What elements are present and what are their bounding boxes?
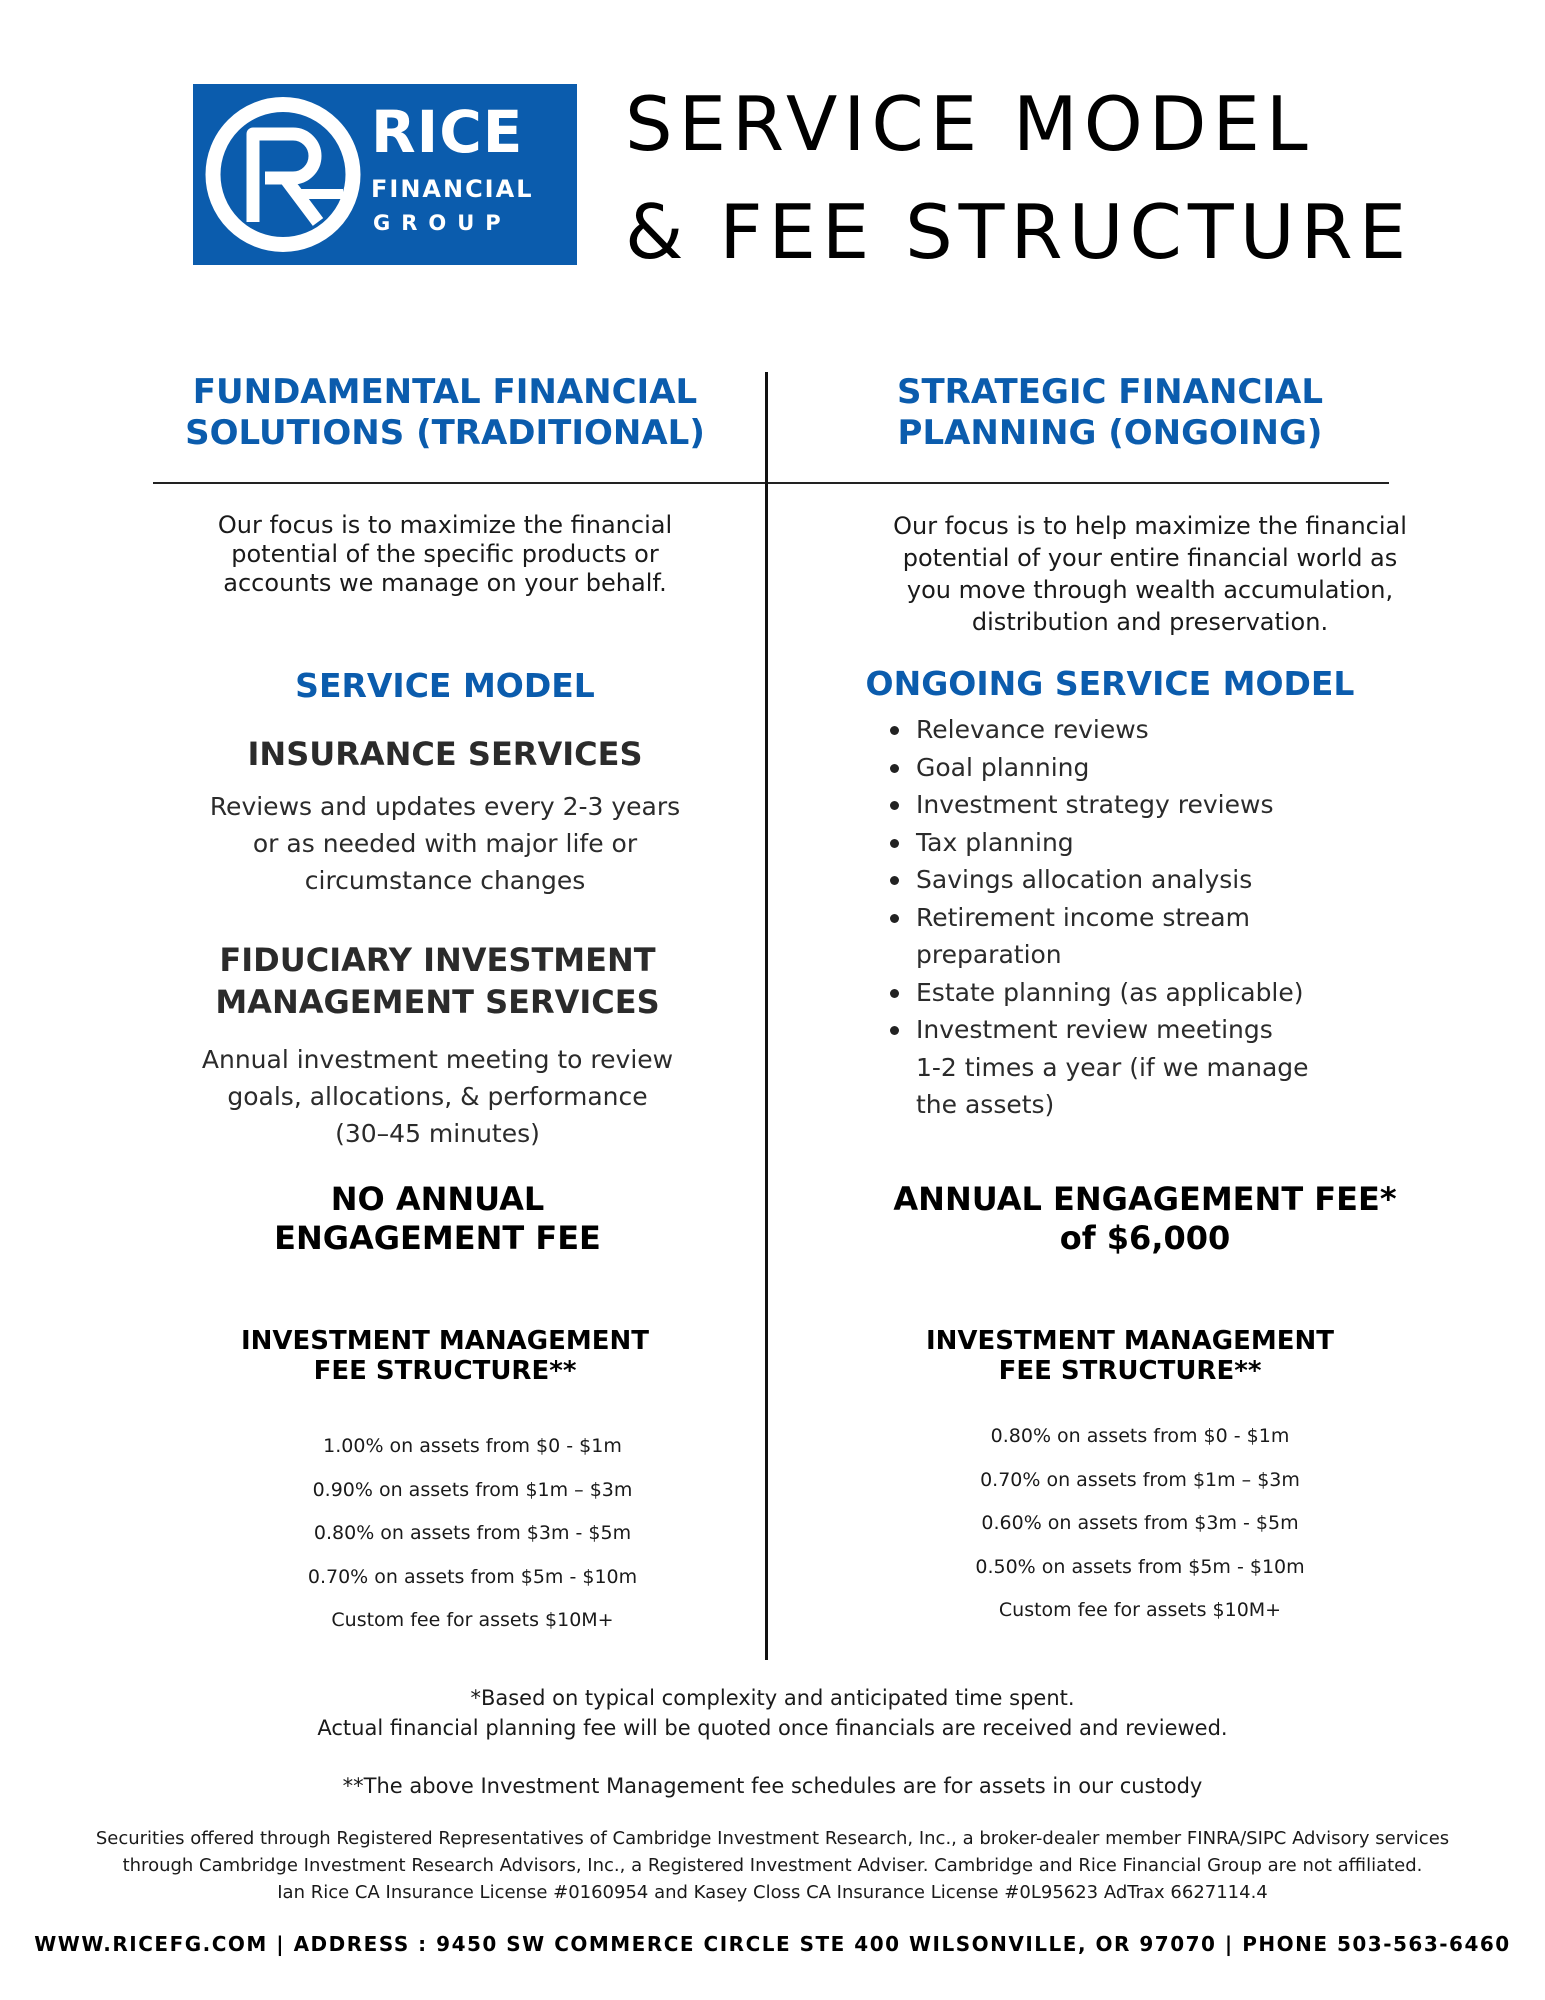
page-title bbox=[625, 70, 1525, 286]
bullet-text-continued: the assets) bbox=[916, 1090, 1055, 1119]
right-mgmt-fee-heading bbox=[830, 1326, 1430, 1386]
insurance-services-title: INSURANCE SERVICES bbox=[247, 735, 643, 773]
fiduciary-line: (30–45 minutes) bbox=[335, 1119, 540, 1148]
list-item bbox=[888, 974, 1388, 1012]
logo-word-rice: RICE bbox=[371, 98, 524, 166]
fiduciary-line: goals, allocations, & performance bbox=[227, 1082, 648, 1111]
fiduciary-line: Annual investment meeting to review bbox=[201, 1045, 674, 1074]
company-logo bbox=[193, 84, 577, 265]
left-heading-line1: FUNDAMENTAL FINANCIAL bbox=[192, 372, 698, 412]
insurance-line: circumstance changes bbox=[304, 866, 586, 895]
right-focus-line: distribution and preservation. bbox=[971, 608, 1329, 636]
fee-tier: 0.50% on assets from $5m - $10m bbox=[975, 1555, 1305, 1578]
fee-tier: Custom fee for assets $10M+ bbox=[331, 1609, 614, 1631]
bullet-text: Tax planning bbox=[916, 827, 1074, 857]
right-focus-line: potential of your entire financial world as bbox=[902, 544, 1398, 572]
left-focus-line: accounts we manage on your behalf. bbox=[223, 569, 667, 597]
fee-tier: 0.70% on assets from $1m – $3m bbox=[980, 1468, 1300, 1491]
right-focus-text bbox=[840, 510, 1460, 638]
fee-tier: 0.80% on assets from $0 - $1m bbox=[990, 1425, 1290, 1447]
left-fee-tiers bbox=[250, 1425, 695, 1643]
right-focus-line: Our focus is to help maximize the financial bbox=[893, 512, 1407, 540]
right-engagement-fee bbox=[830, 1180, 1460, 1258]
bullet-text: Investment review meetings bbox=[916, 1015, 1273, 1044]
left-engagement-fee bbox=[150, 1180, 725, 1258]
list-item bbox=[888, 1011, 1388, 1124]
bullet-text: Savings allocation analysis bbox=[916, 865, 1253, 894]
left-fee-line1: NO ANNUAL bbox=[330, 1180, 545, 1218]
bullet-text-continued: 1-2 times a year (if we manage bbox=[916, 1052, 1309, 1082]
bullet-text: Estate planning (as applicable) bbox=[916, 977, 1304, 1007]
page-title-line2: & FEE STRUCTURE bbox=[625, 188, 1413, 276]
left-focus-text bbox=[150, 511, 740, 598]
disclaimer-line: through Cambridge Investment Research Advisors, Inc., a Registered Investment Adviser. Cambridge and Rice Financial Group are not affiliated. bbox=[122, 1855, 1423, 1876]
vertical-divider bbox=[765, 372, 768, 1660]
bullet-text: Investment strategy reviews bbox=[916, 790, 1274, 819]
logo-word-group: GROUP bbox=[373, 211, 512, 235]
insurance-line: or as needed with major life or bbox=[252, 829, 638, 858]
right-heading-line1: STRATEGIC FINANCIAL bbox=[897, 372, 1323, 412]
right-fee-tiers bbox=[920, 1415, 1360, 1633]
left-focus-line: potential of the specific products or bbox=[231, 540, 659, 568]
right-mgmt-line2: FEE STRUCTURE** bbox=[998, 1356, 1262, 1386]
fiduciary-services-text bbox=[150, 1041, 725, 1152]
fee-tier: 1.00% on assets from $0 - $1m bbox=[323, 1435, 622, 1457]
fee-tier: 0.60% on assets from $3m - $5m bbox=[981, 1512, 1299, 1534]
footnote-planning-fee bbox=[200, 1683, 1345, 1743]
fiduciary-services-title bbox=[150, 939, 725, 1023]
bullet-text: Goal planning bbox=[916, 752, 1090, 782]
right-focus-line: you move through wealth accumulation, bbox=[906, 576, 1394, 604]
bullet-text: Relevance reviews bbox=[916, 715, 1149, 744]
left-section-title: SERVICE MODEL bbox=[295, 666, 595, 705]
list-item bbox=[888, 711, 1388, 749]
list-item bbox=[888, 824, 1388, 862]
left-mgmt-line1: INVESTMENT MANAGEMENT bbox=[240, 1326, 650, 1356]
left-heading-line2: SOLUTIONS (TRADITIONAL) bbox=[185, 413, 705, 453]
list-item bbox=[888, 899, 1388, 974]
right-heading-line2: PLANNING (ONGOING) bbox=[897, 413, 1323, 453]
list-item bbox=[888, 786, 1388, 824]
right-fee-line2: of $6,000 bbox=[1059, 1219, 1231, 1257]
insurance-line: Reviews and updates every 2-3 years bbox=[209, 792, 681, 821]
left-focus-line: Our focus is to maximize the financial bbox=[217, 511, 673, 539]
left-column-heading bbox=[150, 372, 740, 454]
list-item bbox=[888, 749, 1388, 787]
fee-tier: 0.90% on assets from $1m – $3m bbox=[312, 1478, 633, 1501]
disclaimer-line: Securities offered through Registered Representatives of Cambridge Investment Research, Inc., a broker-dealer member FINRA/SIPC Advisory services bbox=[95, 1828, 1450, 1849]
footnote-line: Actual financial planning fee will be quoted once financials are received and reviewed. bbox=[317, 1716, 1228, 1740]
page-title-line1: SERVICE MODEL bbox=[625, 80, 1314, 168]
fee-tier: 0.70% on assets from $5m - $10m bbox=[307, 1565, 638, 1588]
left-mgmt-line2: FEE STRUCTURE** bbox=[313, 1356, 577, 1386]
logo-word-financial: FINANCIAL bbox=[371, 175, 534, 203]
footnote-line: *Based on typical complexity and anticipated time spent. bbox=[470, 1686, 1075, 1710]
footnote-custody: **The above Investment Management fee schedules are for assets in our custody bbox=[342, 1774, 1203, 1798]
fee-tier: Custom fee for assets $10M+ bbox=[998, 1599, 1282, 1621]
contact-info: WWW.RICEFG.COM | ADDRESS : 9450 SW COMMERCE CIRCLE STE 400 WILSONVILLE, OR 97070 | PHONE 503-563-6460 bbox=[34, 1932, 1511, 1956]
left-mgmt-fee-heading bbox=[150, 1326, 740, 1386]
horizontal-divider bbox=[153, 482, 1389, 484]
left-fee-line2: ENGAGEMENT FEE bbox=[274, 1219, 601, 1257]
legal-disclaimer bbox=[10, 1825, 1535, 1906]
bullet-text-continued: preparation bbox=[916, 940, 1062, 969]
insurance-services-text bbox=[150, 788, 740, 899]
disclaimer-line: Ian Rice CA Insurance License #0160954 and Kasey Closs CA Insurance License #0L95623 AdTrax 6627114.4 bbox=[277, 1882, 1268, 1903]
bullet-text: Retirement income stream bbox=[916, 902, 1250, 932]
ongoing-service-list bbox=[888, 711, 1388, 1124]
right-section-title: ONGOING SERVICE MODEL bbox=[865, 664, 1355, 703]
fiduciary-title-line1: FIDUCIARY INVESTMENT bbox=[219, 941, 656, 979]
list-item bbox=[888, 861, 1388, 899]
right-column-heading bbox=[810, 372, 1410, 454]
fiduciary-title-line2: MANAGEMENT SERVICES bbox=[215, 983, 660, 1021]
right-mgmt-line1: INVESTMENT MANAGEMENT bbox=[925, 1326, 1335, 1356]
right-fee-line1: ANNUAL ENGAGEMENT FEE* bbox=[893, 1180, 1397, 1218]
rfg-monogram-icon bbox=[193, 84, 373, 265]
fee-tier: 0.80% on assets from $3m - $5m bbox=[313, 1522, 632, 1544]
